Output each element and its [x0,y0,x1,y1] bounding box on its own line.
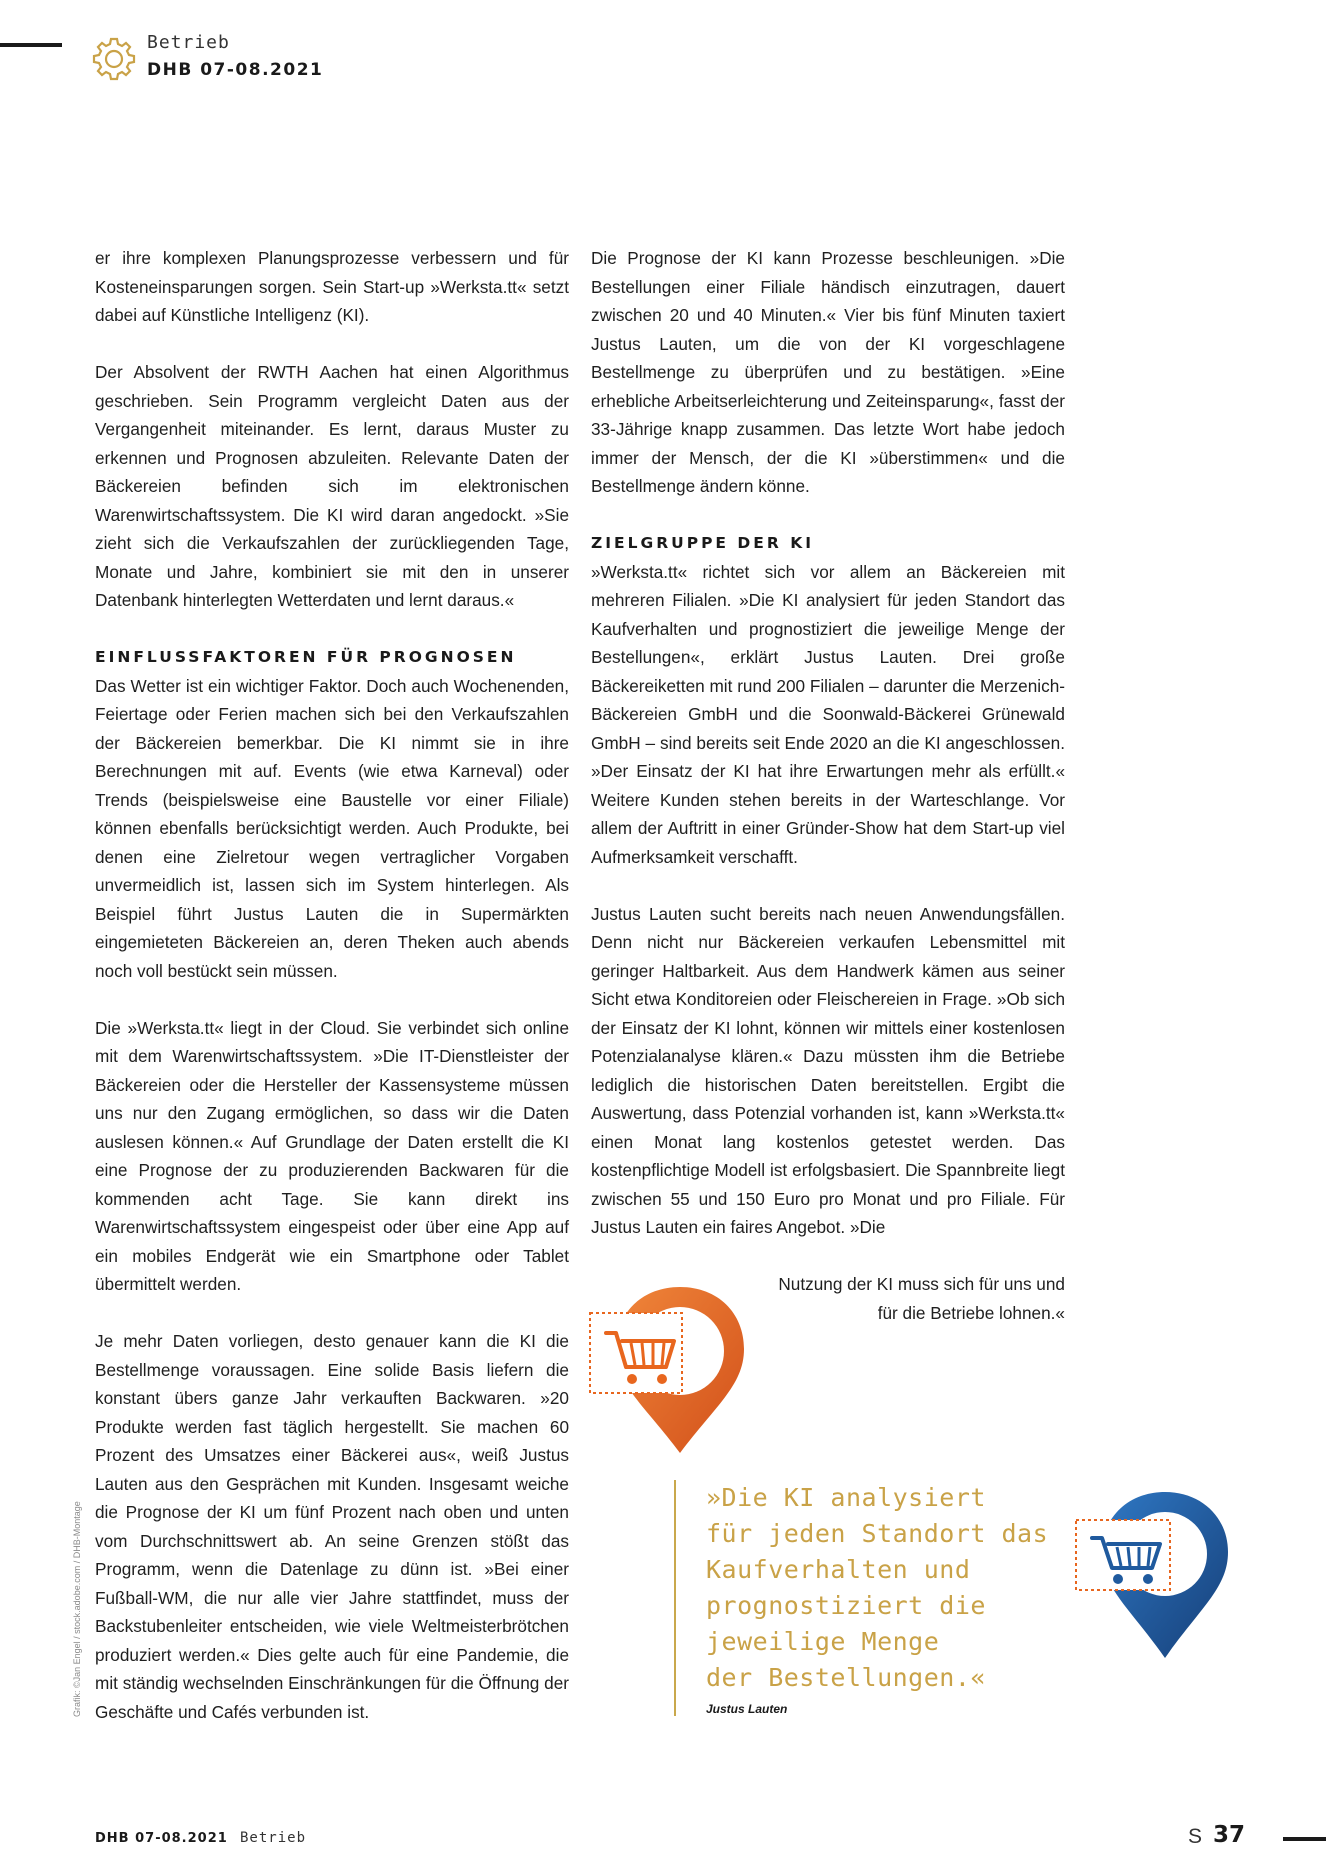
pull-quote [674,1480,1074,1716]
gear-icon [91,36,137,82]
shopping-cart-location-pin-icon [588,1283,748,1458]
pull-quote-line: prognostiziert die [706,1591,986,1620]
paragraph: Die Prognose der KI kann Prozesse beschleunigen. »Die Bestellungen einer Filiale händisch einzutragen, dauert zwischen 20 und 40 Minuten.« Vier bis fünf Minuten taxiert Justus Lauten, um die von der KI vorgeschlagene Bestellmenge zu überprüfen und zu bestätigen. »Eine erhebliche Arbeitserleichterung und Zeiteinsparung«, fasst der 33-Jährige knapp zusammen. Das letzte Wort habe jedoch immer der Mensch, der die KI »überstimmen« und die Bestellmenge ändern könne. [591,248,1065,496]
image-credit: Grafik: ©Jan Engel / stock.adobe.com / DHB-Montage [72,1501,82,1717]
pull-quote-line: für jeden Standort das [706,1519,1049,1548]
paragraph: Das Wetter ist ein wichtiger Faktor. Doch auch Wochenenden, Feiertage oder Ferien machen sich bei den Verkaufszahlen der Bäckereien bemerkbar. Die KI nimmt sie in ihre Berechnungen mit auf. Events (wie etwa Karneval) oder Trends (beispielsweise eine Baustelle vor einer Filiale) können ebenfalls berücksichtigt werden. Auch Produkte, bei denen eine Zielretour wegen vertraglicher Vorgaben unvermeidlich ist, lassen sich im System hinterlegen. Als Beispiel führt Justus Lauten die in Supermärkten eingemieteten Bäckereien an, deren Theken auch abends noch voll bestückt sein müssen. [95,675,569,981]
paragraph-tail-line: Nutzung der KI muss sich für uns und [778,1274,1065,1294]
pull-quote-line: Kaufverhalten und [706,1555,971,1584]
paragraph: Je mehr Daten vorliegen, desto genauer kann die KI die Bestellmenge voraussagen. Eine solide Basis liefern die konstant übers ganze Jahr verkauften Backwaren. »20 Produkte werden fast täglich hergestellt. Sie machen 60 Prozent des Umsatzes einer Bäckerei aus«, weiß Justus Lauten aus den Gesprächen mit Kunden. Insgesamt weiche die Prognose der KI um fünf Prozent nach oben und unten vom Durchschnittswert ab. An seine Grenzen stößt das Programm, wenn die Datenlage zu dünn ist. »Bei einer Fußball-WM, die nur alle vier Jahre stattfindet, muss der Backstubenleiter entscheiden, wie viele Weltmeisterbrötchen produziert werden.« Dies gelte auch für eine Pandemie, die mit ständig wechselnden Einschränkungen für die Öffnung der Geschäfte und Cafés verbunden ist. [95,1331,569,1722]
footer-issue: DHB 07-08.2021 [95,1831,228,1846]
pull-quote-text [706,1480,1074,1696]
paragraph: Der Absolvent der RWTH Aachen hat einen Algorithmus geschrieben. Sein Programm vergleicht Daten aus der Vergangenheit miteinander. Es lernt, daraus Muster zu erkennen und Prognosen abzuleiten. Relevante Daten der Bäckereien befinden sich im elektronischen Warenwirtschaftssystem. Die KI wird daran angedockt. »Sie zieht sich die Verkaufszahlen der zurückliegenden Tage, Monate und Jahre, kombiniert sie mit den in unserer Datenbank hinterlegten Wetterdaten und lernt daraus.« [95,362,569,610]
section-heading: EINFLUSSFAKTOREN FÜR PROGNOSEN [95,648,517,666]
paragraph: er ihre komplexen Planungsprozesse verbessern und für Kosteneinsparungen sorgen. Sein Start-up »Werksta.tt« setzt dabei auf Künstliche Intelligenz (KI). [95,248,569,325]
right-column [591,244,1065,1327]
top-rule [0,43,62,47]
page-prefix: S [1188,1825,1203,1848]
paragraph: »Werksta.tt« richtet sich vor allem an Bäckereien mit mehreren Filialen. »Die KI analysiert für jeden Standort das Kaufverhalten und prognostiziert die jeweilige Menge der Bestellungen«, erklärt Justus Lauten. Drei große Bäckereiketten mit rund 200 Filialen – darunter die Merzenich-Bäckereien GmbH und die Soonwald-Bäckerei Grünewald GmbH – sind bereits seit Ende 2020 an die KI angeschlossen. »Der Einsatz der KI hat ihre Erwartungen mehr als erfüllt.« Weitere Kunden stehen bereits in der Warteschlange. Vor allem der Auftritt in einer Gründer-Show hat dem Start-up viel Aufmerksamkeit verschafft. [591,561,1065,867]
paragraph: Die »Werksta.tt« liegt in der Cloud. Sie verbindet sich online mit dem Warenwirtschaftssystem. »Die IT-Dienstleister der Bäckereien oder die Hersteller der Kassensysteme müssen uns nur den Zugang ermöglichen, so dass wir die Daten auslesen können.« Auf Grundlage der Daten erstellt die KI eine Prognose der zu produzierenden Backwaren für die kommenden acht Tage. Sie kann direkt ins Warenwirtschaftssystem eingespeist oder über eine App auf ein mobiles Endgerät wie ein Smartphone oder Tablet übermittelt werden. [95,1017,569,1294]
pull-quote-line: jeweilige Menge [706,1627,940,1656]
section-heading: ZIELGRUPPE DER KI [591,534,814,552]
header-issue: DHB 07-08.2021 [147,60,324,80]
pull-quote-line: »Die KI analysiert [706,1483,986,1512]
paragraph: Justus Lauten sucht bereits nach neuen Anwendungsfällen. Denn nicht nur Bäckereien verkaufen Lebensmittel mit geringer Haltbarkeit. Aus dem Handwerk kämen aus seiner Sicht etwa Konditoreien oder Fleischereien in Frage. »Ob sich der Einsatz der KI lohnt, können wir mittels einer kostenlosen Potenzialanalyse klären.« Dazu müssten ihm die Betriebe lediglich die historischen Daten bereitstellen. Ergibt die Auswertung, dass Potenzial vorhanden ist, kann »Werksta.tt« einen Monat lang kostenlos getestet werden. Das kostenpflichtige Modell ist erfolgsbasiert. Die Spannbreite liegt zwischen 55 und 150 Euro pro Monat und pro Filiale. Für Justus Lauten ein faires Angebot. »Die [591,903,1065,1237]
pull-quote-author: Justus Lauten [706,1702,788,1716]
header-section: Betrieb [147,32,230,53]
bottom-rule [1283,1837,1326,1841]
shopping-cart-location-pin-icon [1070,1488,1232,1663]
paragraph-tail-line: für die Betriebe lohnen.« [877,1302,1065,1323]
footer-section: Betrieb [240,1830,307,1846]
pull-quote-line: der Bestellungen.« [706,1663,986,1692]
page-number: 37 [1213,1822,1246,1848]
left-column [95,244,569,1726]
